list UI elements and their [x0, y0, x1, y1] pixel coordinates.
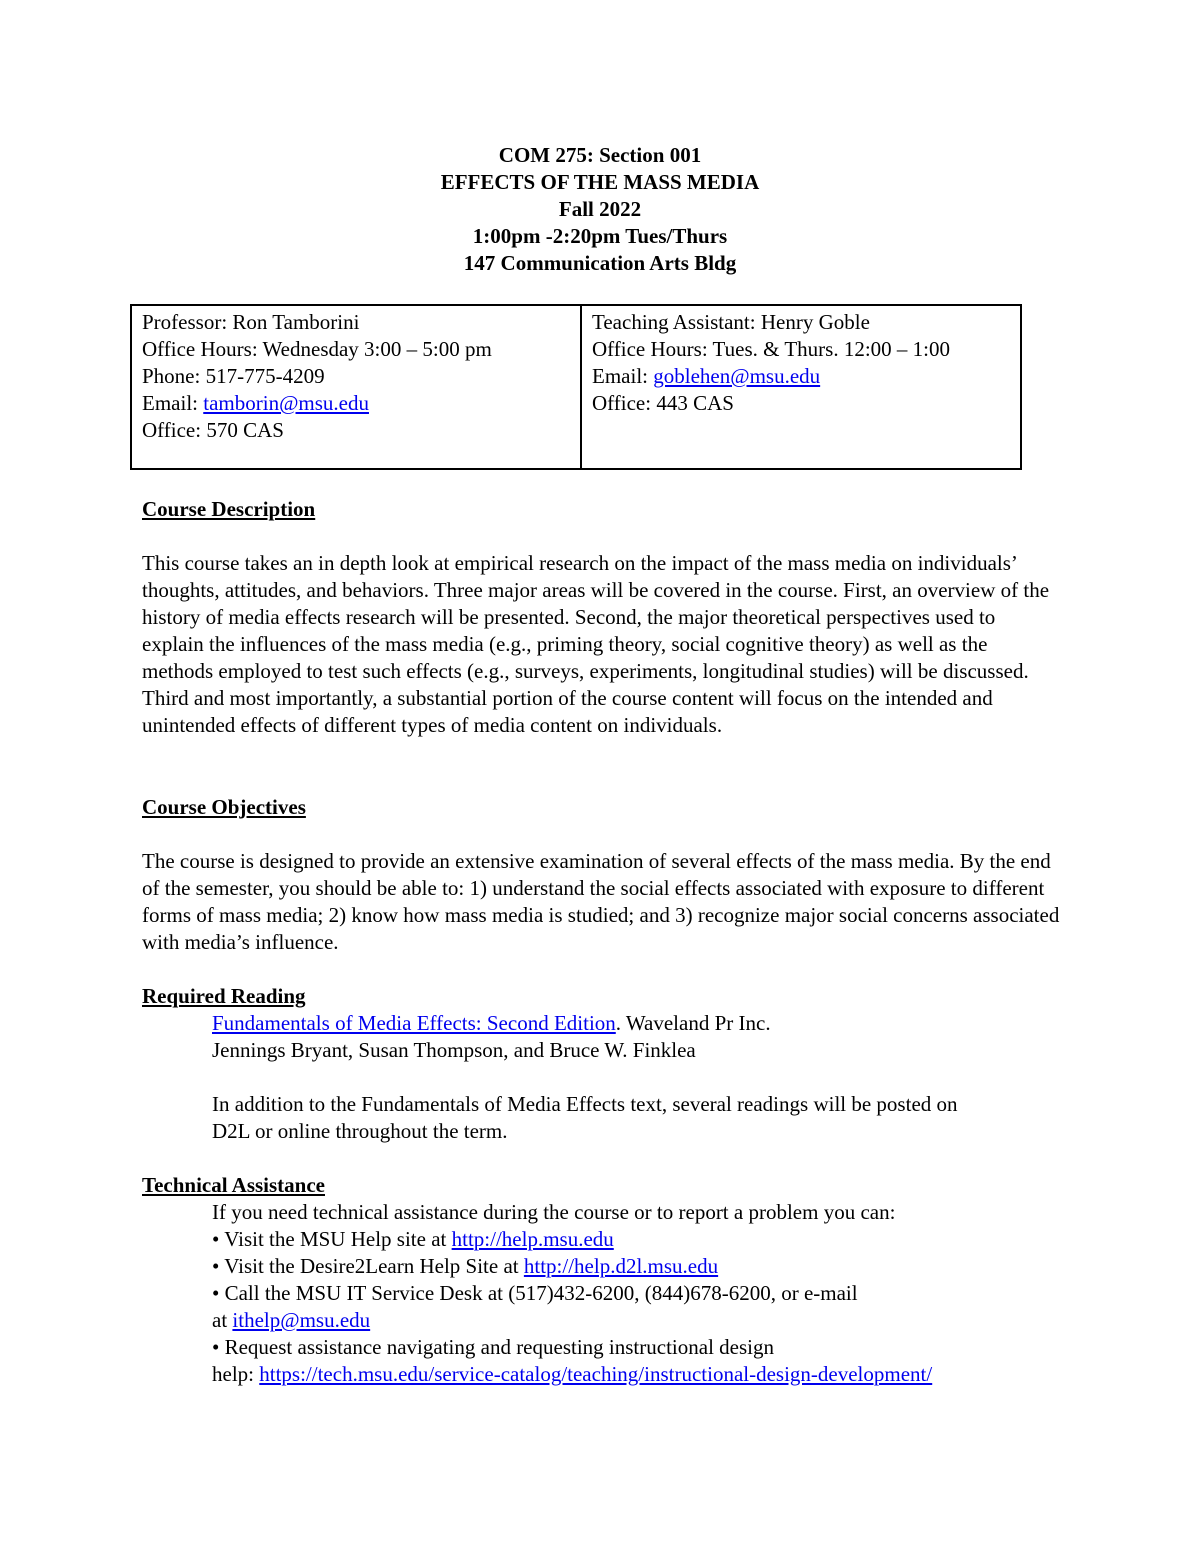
course-term: Fall 2022 [558, 197, 642, 221]
course-objectives-section [142, 794, 1062, 956]
course-description-heading: Course Description [142, 497, 316, 521]
required-reading-section [142, 983, 1062, 1145]
course-code: COM 275: Section 001 [498, 143, 702, 167]
professor-office: Office: 570 CAS [142, 418, 284, 442]
course-header [0, 142, 1200, 277]
technical-assistance-heading: Technical Assistance [142, 1173, 325, 1197]
professor-name: Professor: Ron Tamborini [142, 310, 360, 334]
textbook-line [212, 1010, 1062, 1037]
instructional-design-link[interactable]: https://tech.msu.edu/service-catalog/teaching/instructional-design-development/ [259, 1362, 933, 1386]
professor-cell [132, 306, 582, 468]
service-desk-at: at [212, 1308, 233, 1332]
professor-email-label: Email: [142, 391, 204, 415]
ta-email-link[interactable]: goblehen@msu.edu [653, 364, 821, 388]
ta-email-line [592, 363, 1010, 390]
required-reading-heading: Required Reading [142, 984, 306, 1008]
course-objectives-text: The course is designed to provide an extensive examination of several effects of the mass media. By the end of the semester, you should be able to: 1) understand the social effects associated with exposure to different forms of mass media; 2) know how mass media is studied; and 3) recognize major social concerns associated with media’s influence. [142, 849, 1060, 954]
professor-phone: Phone: 517-775-4209 [142, 364, 325, 388]
reading-note-line-1: In addition to the Fundamentals of Media Effects text, several readings will be posted on [212, 1092, 958, 1116]
d2l-help-item [212, 1253, 1062, 1280]
required-reading-body [142, 1010, 1062, 1145]
textbook-publisher: . Waveland Pr Inc. [615, 1011, 771, 1035]
instructional-design-help: help: [212, 1362, 260, 1386]
textbook-link[interactable]: Fundamentals of Media Effects: Second Edition [212, 1011, 616, 1035]
professor-email-link[interactable]: tamborin@msu.edu [203, 391, 369, 415]
instructional-design-item: • Request assistance navigating and requesting instructional design [212, 1335, 774, 1359]
d2l-help-link[interactable]: http://help.d2l.msu.edu [523, 1254, 719, 1278]
ta-office: Office: 443 CAS [592, 391, 734, 415]
service-desk-email-line [142, 1307, 1062, 1334]
ta-email-label: Email: [592, 364, 654, 388]
service-desk-item: • Call the MSU IT Service Desk at (517)432-6200, (844)678-6200, or e-mail [212, 1281, 858, 1305]
course-title: EFFECTS OF THE MASS MEDIA [440, 170, 760, 194]
reading-note-line-2: D2L or online throughout the term. [212, 1119, 508, 1143]
d2l-help-text: • Visit the Desire2Learn Help Site at [212, 1254, 524, 1278]
help-site-item [212, 1226, 1062, 1253]
technical-intro: If you need technical assistance during the course or to report a problem you can: [212, 1200, 896, 1224]
textbook-authors: Jennings Bryant, Susan Thompson, and Bruce W. Finklea [212, 1038, 696, 1062]
help-site-link[interactable]: http://help.msu.edu [451, 1227, 614, 1251]
technical-assistance-body [142, 1199, 1062, 1388]
instructional-design-link-line [212, 1361, 1062, 1388]
course-description-text: This course takes an in depth look at empirical research on the impact of the mass media on individuals’ thoughts, attitudes, and behaviors. Three major areas will be covered in the course. First, an overview of the history of media effects research will be presented. Second, the major theoretical perspectives used to explain the influences of the mass media (e.g., priming theory, social cognitive theory) as well as the methods employed to test such effects (e.g., surveys, experiments, longitudinal studies) will be discussed. Third and most importantly, a substantial portion of the course content will focus on the intended and unintended effects of different types of media content on individuals. [142, 551, 1050, 737]
professor-hours: Office Hours: Wednesday 3:00 – 5:00 pm [142, 337, 492, 361]
help-site-text: • Visit the MSU Help site at [212, 1227, 452, 1251]
spacer [212, 1064, 1062, 1091]
ta-name: Teaching Assistant: Henry Goble [592, 310, 870, 334]
ta-cell [582, 306, 1020, 468]
course-objectives-heading: Course Objectives [142, 795, 306, 819]
course-location: 147 Communication Arts Bldg [463, 251, 737, 275]
service-desk-email-link[interactable]: ithelp@msu.edu [232, 1308, 371, 1332]
course-description-section [142, 496, 1062, 739]
ta-hours: Office Hours: Tues. & Thurs. 12:00 – 1:00 [592, 337, 950, 361]
professor-email-line [142, 390, 570, 417]
course-time: 1:00pm -2:20pm Tues/Thurs [472, 224, 728, 248]
technical-assistance-section [142, 1172, 1062, 1388]
contacts-table [130, 304, 1022, 470]
